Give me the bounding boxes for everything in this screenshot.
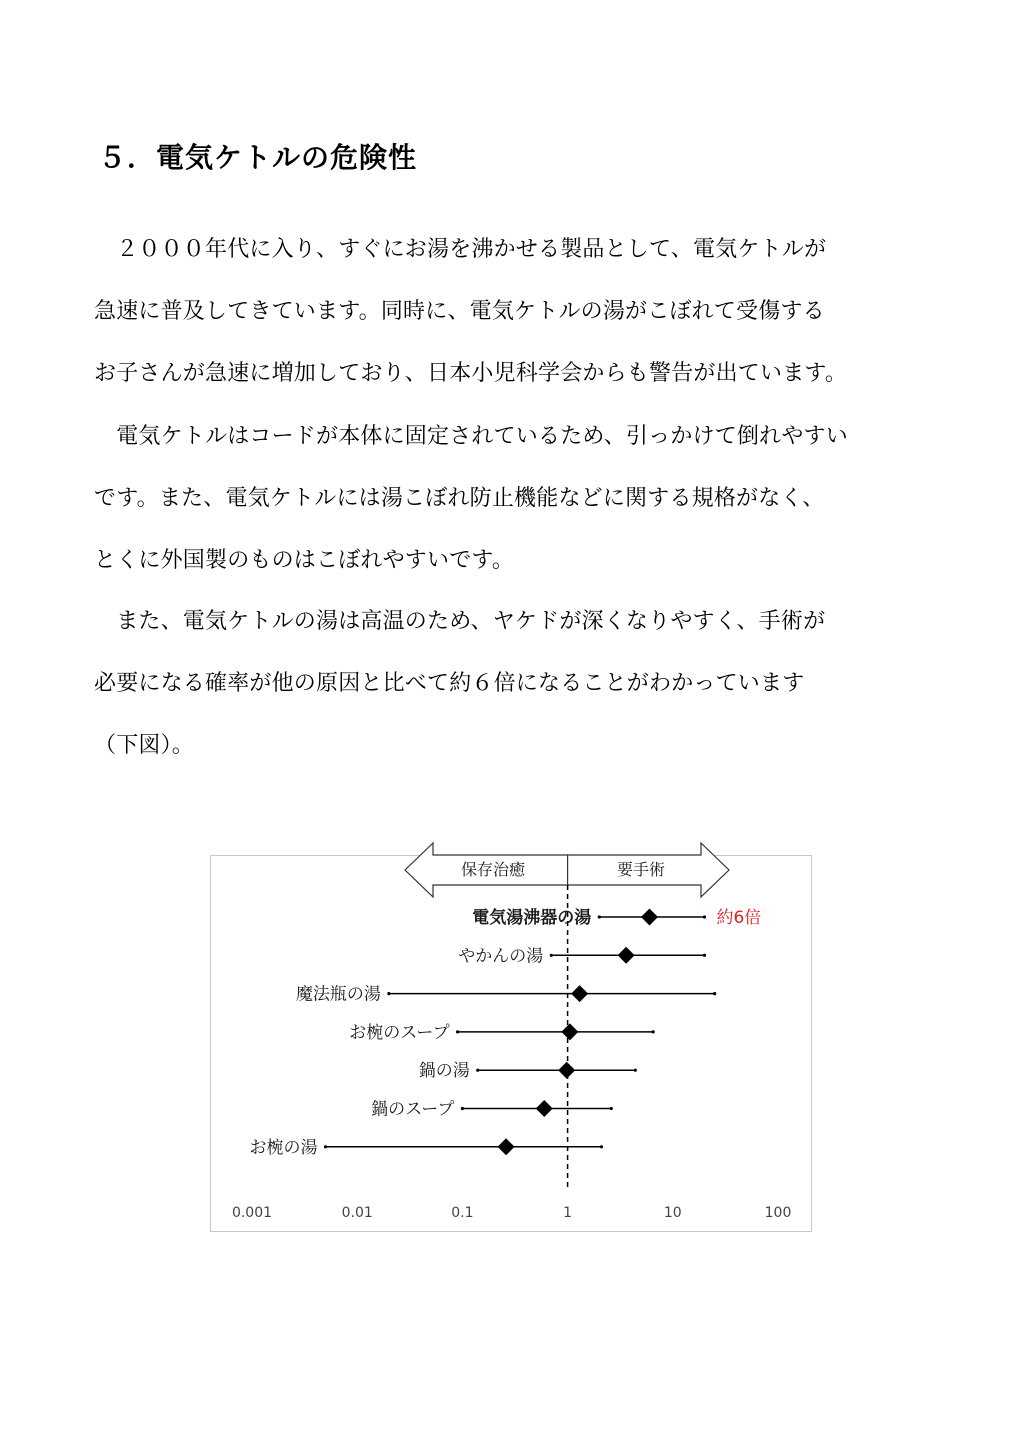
point-estimate-marker <box>498 1138 515 1155</box>
paragraph-line-1: ２０００年代に入り、すぐにお湯を沸かせる製品として、電気ケトルが <box>94 237 827 262</box>
paragraph-line-4: 電気ケトルはコードが本体に固定されているため、引っかけて倒れやすい <box>94 424 848 449</box>
paragraph-line-7: また、電気ケトルの湯は高温のため、ヤケドが深くなりやすく、手術が <box>94 609 826 634</box>
point-estimate-marker <box>641 909 658 926</box>
row-label: 電気湯沸器の湯 <box>472 908 592 928</box>
ci-upper-cap <box>703 954 706 957</box>
paragraph-line-6: とくに外国製のものはこぼれやすいです。 <box>94 548 515 573</box>
arrow-label-surgery: 要手術 <box>616 860 666 879</box>
ci-lower-cap <box>456 1030 459 1033</box>
ci-upper-cap <box>652 1030 655 1033</box>
x-tick-label: 1 <box>563 1205 573 1221</box>
ci-upper-cap <box>703 915 706 918</box>
section-heading: ５．電気ケトルの危険性 <box>98 141 418 174</box>
x-tick-label: 100 <box>764 1205 792 1221</box>
ci-lower-cap <box>476 1069 479 1072</box>
ci-upper-cap <box>634 1069 637 1072</box>
point-estimate-marker <box>536 1100 553 1117</box>
annotation-label: 約6倍 <box>716 908 762 928</box>
x-tick-label: 0.001 <box>231 1205 273 1221</box>
row-label: やかんの湯 <box>458 946 544 967</box>
point-estimate-marker <box>561 1023 578 1040</box>
ci-lower-cap <box>387 992 390 995</box>
ci-lower-cap <box>598 915 601 918</box>
point-estimate-marker <box>558 1062 575 1079</box>
row-label: お椀の湯 <box>249 1137 318 1158</box>
row-label: お椀のスープ <box>349 1022 450 1043</box>
ci-lower-cap <box>461 1107 464 1110</box>
x-tick-label: 0.1 <box>451 1205 474 1221</box>
paragraph-line-9: （下図）。 <box>94 733 195 758</box>
row-label: 鍋の湯 <box>418 1061 470 1082</box>
paragraph-line-5: です。また、電気ケトルには湯こぼれ防止機能などに関する規格がなく、 <box>94 486 825 511</box>
ci-upper-cap <box>600 1145 603 1148</box>
row-label: 魔法瓶の湯 <box>295 984 381 1005</box>
row-label: 鍋のスープ <box>371 1099 455 1120</box>
x-tick-label: 0.01 <box>341 1205 373 1221</box>
ci-upper-cap <box>610 1107 613 1110</box>
paragraph-line-8: 必要になる確率が他の原因と比べて約６倍になることがわかっています <box>94 671 805 696</box>
x-tick-label: 10 <box>663 1205 682 1221</box>
paragraph-line-2: 急速に普及してきています。同時に、電気ケトルの湯がこぼれて受傷する <box>94 299 825 324</box>
point-estimate-marker <box>618 947 635 964</box>
ci-lower-cap <box>550 954 553 957</box>
ci-upper-cap <box>713 992 716 995</box>
point-estimate-marker <box>571 985 588 1002</box>
arrow-label-conservative: 保存治癒 <box>460 860 526 879</box>
paragraph-line-3: お子さんが急速に増加しており、日本小児科学会からも警告が出ています。 <box>94 361 848 386</box>
ci-lower-cap <box>324 1145 327 1148</box>
